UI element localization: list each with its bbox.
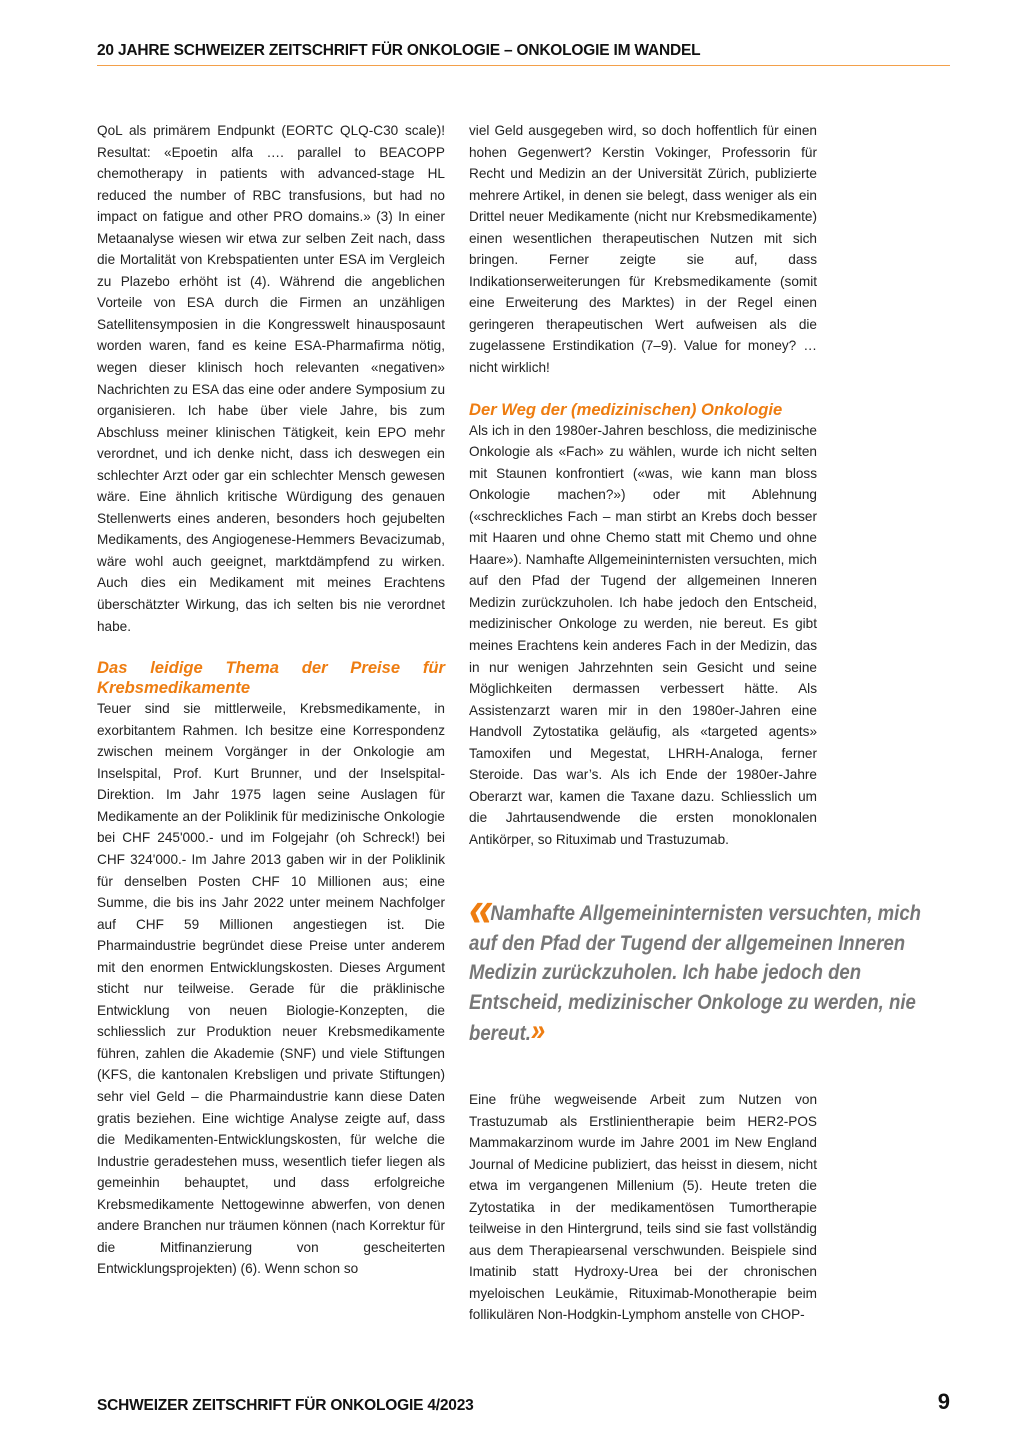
left-paragraph-1: QoL als primärem Endpunkt (EORTC QLQ-C30 scale)! Resultat: «Epoetin alfa …. parallel to BEACOPP chemotherapy in patients with advanced-stage HL reduced the number of RBC transfusions, but had no impact on fatigue and other PRO domains.» (3) In einer Metaanalyse wiesen wir etwa zur selben Zeit nach, dass die Mortalität von Krebspatienten unter ESA im Vergleich zu Plazebo erhöht ist (4). Während die angeblichen Vorteile von ESA durch die Firmen an unzähligen Satellitensymposien in die Kongresswelt hinausposaunt worden waren, fand es keine ESA-Pharmafirma nötig, wegen dieser klinisch hoch relevanten «negativen» Nachrichten zu ESA das eine oder andere Symposium zu organisieren. Ich habe über viele Jahre, bis zum Abschluss meiner klinischen Tätigkeit, kein EPO mehr verordnet, und ich denke nicht, dass ich deswegen ein schlechter Arzt oder gar ein schlechter Mensch gewesen wäre. Eine ähnlich kritische Würdigung des genauen Stellenwerts eines anderen, besonders hoch gejubelten Medikaments, des Angiogenese-Hemmers Bevacizumab, wäre wohl auch geeignet, marktdämpfend zu wirken. Auch dies ein Medikament mit meines Erachtens überschätzter Wirkung, das ich selten bis nie verordnet habe.: [97, 123, 445, 634]
right-paragraph-2: Als ich in den 1980er-Jahren beschloss, die medizinische Onkologie als «Fach» zu wählen, wurde ich nicht selten mit Staunen konfrontiert («was, wie kann man bloss Onkologie machen?») oder mit Ablehnung («schreckliches Fach – man stirbt an Krebs doch besser mit Haaren und ohne Chemo statt mit Chemo und ohne Haare»). Namhafte Allgemeininternisten versuchten, mich auf den Pfad der Tugend der allgemeinen Inneren Medizin zurückzuholen. Ich habe jedoch den Entscheid, medizinischer Onkologe zu werden, nie bereut. Es gibt meines Erachtens kein anderes Fach in der Medizin, das in nur wenigen Jahrzehnten sein Gesicht und seine Möglichkeiten dermassen verbessert hätte. Als Assistenzarzt waren mir in den 1980er-Jahren eine Handvoll Zytostatika geläufig, als «targeted agents» Tamoxifen und Megestat, LHRH-Analoga, ferner Steroide. Das war’s. Als ich Ende der 1980er-Jahre Oberarzt war, kamen die Taxane dazu. Schliesslich um die Jahrtausendwende die ersten monoklonalen Antikörper, so Rituximab und Trastuzumab.: [469, 422, 817, 847]
right-paragraph-3: Eine frühe wegweisende Arbeit zum Nutzen von Trastuzumab als Erstlinientherapie beim HER2-POS Mammakarzinom wurde im Jahre 2001 im New England Journal of Medicine publiziert, das heisst in diesem, nicht etwa im vergangenen Millenium (5). Heute treten die Zytostatika in der medikamentösen Tumortherapie teilweise in den Hintergrund, teils sind sie fast vollständig aus dem Therapiearsenal verschwunden. Beispiele sind Imatinib statt Hydroxy-Urea bei der chronischen myeloischen Leukämie, Rituximab-Monotherapie beim follikulären Non-Hodgkin-Lymphom anstelle von CHOP-: [469, 1092, 817, 1323]
right-column-continued: [469, 1089, 817, 1326]
running-header: 20 JAHRE SCHWEIZER ZEITSCHRIFT FÜR ONKOLOGIE – ONKOLOGIE IM WANDEL: [97, 42, 950, 66]
footer-journal-title: SCHWEIZER ZEITSCHRIFT FÜR ONKOLOGIE 4/2023: [97, 1397, 474, 1414]
pull-quote-text: Namhafte Allgemeininternisten versuchten, mich auf den Pfad der Tugend der allgemeinen Inneren Medizin zurückzuholen. Ich habe jedoch den Entscheid, medizinischer Onkologe zu werden, nie bereut.: [469, 900, 922, 1045]
open-quote-mark: «: [469, 881, 491, 937]
section-heading-prices: Das leidige Thema der Preise für Krebsmedikamente: [97, 658, 445, 698]
section-heading-oncology-path: Der Weg der (medizinischen) Onkologie: [469, 399, 783, 419]
right-column: [469, 120, 817, 851]
pull-quote: [469, 881, 951, 1048]
close-quote-mark: »: [530, 1014, 543, 1047]
right-paragraph-1: viel Geld ausgegeben wird, so doch hoffentlich für einen hohen Gegenwert? Kerstin Vokinger, Professorin für Recht und Medizin an der Universität Zürich, publizierte mehrere Artikel, in denen sie belegt, dass weniger als ein Drittel neuer Medikamente (nicht nur Krebsmedikamente) einen wesentlichen therapeutischen Nutzen mit sich bringen. Ferner zeigte sie auf, dass Indikationserweiterungen für Krebsmedikamente (somit eine Erweiterung des Marktes) in der Regel einen geringeren therapeutischen Wert aufweisen als die zugelassene Erstindikation (7–9). Value for money? … nicht wirklich!: [469, 123, 817, 376]
left-paragraph-2: Teuer sind sie mittlerweile, Krebsmedikamente, in exorbitantem Rahmen. Ich besitze eine Korrespondenz zwischen meinem Vorgänger in der Onkologie am Inselspital, Prof. Kurt Brunner, und der Inselspital-Direktion. Im Jahr 1975 lagen seine Auslagen für Medikamente an der Poliklinik für medizinische Onkologie bei CHF 245'000.- und im Folgejahr (oh Schreck!) bei CHF 324'000.- Im Jahre 2013 gaben wir in der Poliklinik für denselben Posten CHF 10 Millionen aus; eine Summe, die bis ins Jahr 2022 unter meinem Nachfolger auf CHF 59 Millionen angestiegen ist. Die Pharmaindustrie begründet diese Preise unter anderem mit den enormen Entwicklungskosten. Dieses Argument sticht nur teilweise. Gerade für die präklinische Entwicklung von neuen Biologie-Konzepten, die schliesslich zur Produktion neuer Krebsmedikamente führen, zahlen die Akademie (SNF) und viele Stiftungen (KFS, die kantonalen Krebsligen und private Stiftungen) sehr viel Geld – die Pharmaindustrie kann diese Daten gratis beziehen. Eine wichtige Analyse zeigte auf, dass die Medikamenten-Entwicklungskosten, für welche die Industrie geradestehen muss, wesentlich tiefer liegen als gemeinhin behauptet, und dass erfolgreiche Krebsmedikamente Nettogewinne abwerfen, von denen andere Branchen nur träumen können (nach Korrektur für die Mitfinanzierung von gescheiterten Entwicklungsprojekten) (6). Wenn schon so: [97, 701, 445, 1277]
page-number: 9: [937, 1389, 950, 1414]
left-column: [97, 120, 445, 1280]
